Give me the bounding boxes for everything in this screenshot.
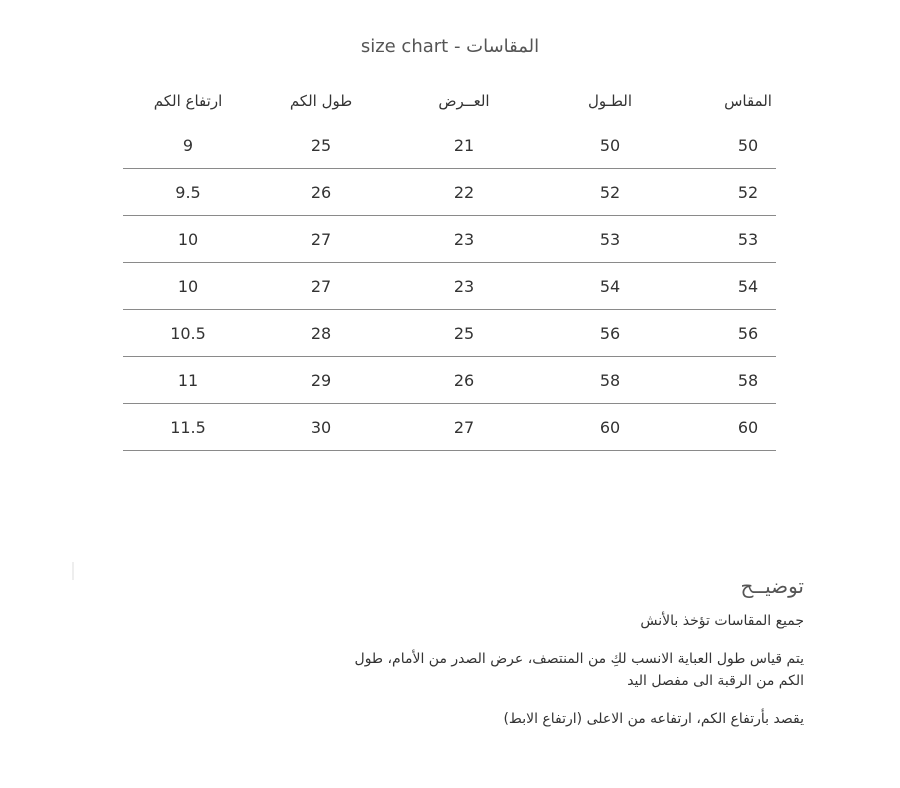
table-row <box>123 216 776 263</box>
header-length: الطـول <box>587 92 633 110</box>
cell-sleeve-height: 10 <box>177 229 199 249</box>
cell-width: 23 <box>453 229 475 249</box>
cell-sleeve-height: 11.5 <box>170 417 206 437</box>
cell-width: 21 <box>453 135 475 155</box>
cell-width: 23 <box>453 276 475 296</box>
cell-length: 53 <box>599 229 621 249</box>
notes-section <box>334 574 804 746</box>
cell-size: 53 <box>737 229 759 249</box>
note-units: جميع المقاسات تؤخذ بالأنش <box>640 613 804 629</box>
cell-width: 27 <box>453 417 475 437</box>
cell-sleeve-length: 27 <box>310 276 332 296</box>
header-sleeve-height: ارتفاع الكم <box>153 92 223 110</box>
cell-width: 26 <box>453 370 475 390</box>
table-header-row <box>123 80 776 122</box>
cell-sleeve-height: 11 <box>177 370 199 390</box>
cell-sleeve-length: 29 <box>310 370 332 390</box>
cell-length: 56 <box>599 323 621 343</box>
cell-sleeve-length: 27 <box>310 229 332 249</box>
page-title: size chart - المقاسات <box>360 36 540 57</box>
cell-length: 58 <box>599 370 621 390</box>
cell-sleeve-length: 30 <box>310 417 332 437</box>
header-width: العــرض <box>438 92 490 110</box>
cell-sleeve-length: 25 <box>310 135 332 155</box>
cell-sleeve-height: 10 <box>177 276 199 296</box>
cell-width: 22 <box>453 182 475 202</box>
header-size: المقاس <box>724 92 772 110</box>
table-row <box>123 404 776 451</box>
cell-length: 50 <box>599 135 621 155</box>
cell-sleeve-height: 10.5 <box>170 323 206 343</box>
notes-heading: توضيــح <box>740 574 804 598</box>
decorative-divider <box>72 562 74 580</box>
cell-size: 54 <box>737 276 759 296</box>
cell-length: 54 <box>599 276 621 296</box>
table-row <box>123 310 776 357</box>
cell-length: 52 <box>599 182 621 202</box>
cell-sleeve-length: 26 <box>310 182 332 202</box>
cell-sleeve-height: 9 <box>182 135 194 155</box>
cell-width: 25 <box>453 323 475 343</box>
cell-size: 52 <box>737 182 759 202</box>
size-table <box>123 80 776 451</box>
table-row <box>123 169 776 216</box>
cell-size: 50 <box>737 135 759 155</box>
cell-sleeve-height: 9.5 <box>175 182 201 202</box>
cell-size: 60 <box>737 417 759 437</box>
table-row <box>123 122 776 169</box>
header-sleeve-length: طول الكم <box>289 92 353 110</box>
cell-length: 60 <box>599 417 621 437</box>
note-measurement-method: يتم قياس طول العباية الانسب لكِ من المنتصف، عرض الصدر من الأمام، طول الكم من الرقبة الى مفصل اليد <box>354 651 804 689</box>
cell-size: 56 <box>737 323 759 343</box>
cell-sleeve-length: 28 <box>310 323 332 343</box>
table-row <box>123 263 776 310</box>
table-row <box>123 357 776 404</box>
note-sleeve-height: يقصد بأرتفاع الكم، ارتفاعه من الاعلى (ارتفاع الابط) <box>503 711 804 727</box>
cell-size: 58 <box>737 370 759 390</box>
